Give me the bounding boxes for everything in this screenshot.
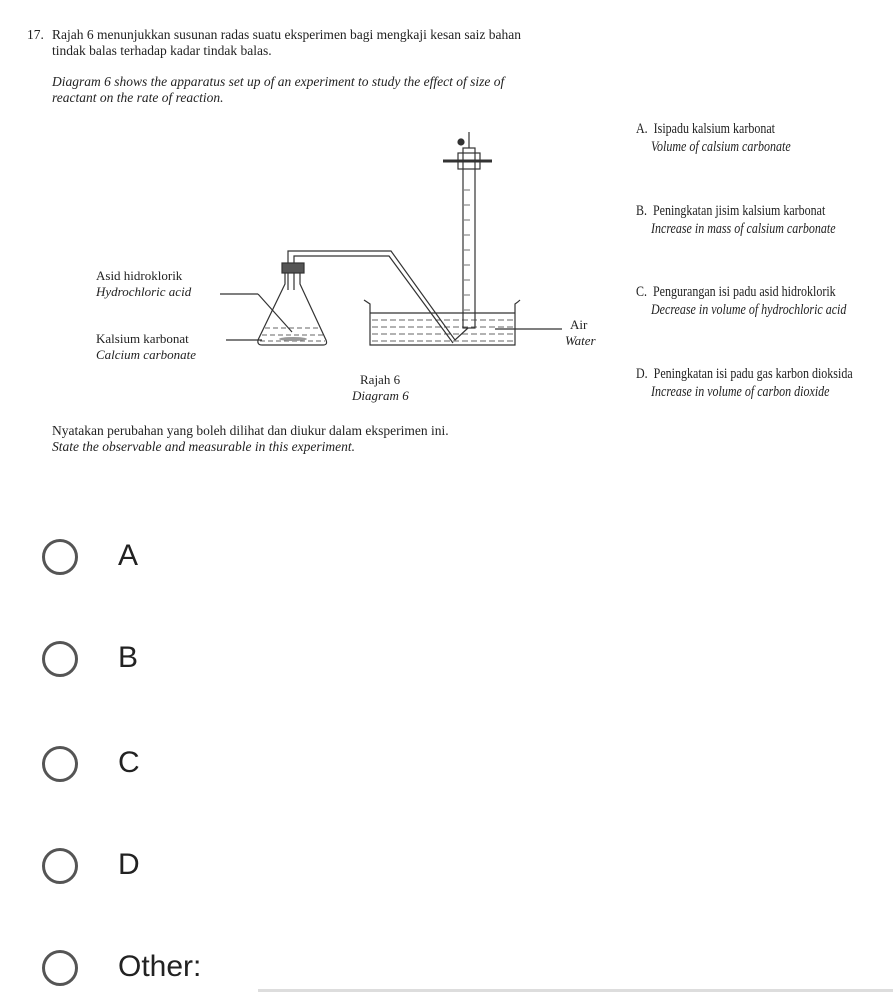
choice-text-english: Increase in volume of carbon dioxide	[651, 384, 830, 400]
question-english-1: Diagram 6 shows the apparatus set up of an experiment to study the effect of size of	[52, 74, 505, 89]
option-d-label[interactable]: D	[118, 848, 140, 881]
choice-c	[636, 283, 846, 319]
choice-letter: D.	[636, 366, 648, 382]
choice-letter: B.	[636, 203, 648, 219]
choice-letter: A.	[636, 121, 648, 137]
acid-label-malay: Asid hidroklorik	[96, 268, 183, 283]
radio-a[interactable]	[42, 539, 78, 575]
choice-text-english: Decrease in volume of hydrochloric acid	[651, 302, 847, 318]
radio-c[interactable]	[42, 746, 78, 782]
water-label-english: Water	[565, 333, 596, 348]
question-number: 17.	[27, 27, 44, 42]
choice-text-malay: Isipadu kalsium karbonat	[653, 121, 775, 137]
prompt-english: State the observable and measurable in this experiment.	[52, 439, 355, 454]
stopper	[282, 263, 304, 273]
carbonate-label-malay: Kalsium karbonat	[96, 331, 189, 346]
choice-a	[636, 120, 791, 156]
water-label-malay: Air	[570, 317, 588, 332]
choice-b	[636, 202, 836, 238]
calcium-carbonate-solid	[279, 337, 307, 341]
option-other-label[interactable]: Other:	[118, 950, 202, 983]
choice-letter: C.	[636, 284, 648, 300]
question-malay-1: Rajah 6 menunjukkan susunan radas suatu eksperimen bagi mengkaji kesan saiz bahan	[52, 27, 521, 42]
choice-text-malay: Pengurangan isi padu asid hidroklorik	[653, 284, 836, 300]
radio-d[interactable]	[42, 848, 78, 884]
question-malay-2: tindak balas terhadap kadar tindak balas.	[52, 43, 272, 58]
choice-text-malay: Peningkatan jisim kalsium karbonat	[653, 203, 826, 219]
question-english-2: reactant on the rate of reaction.	[52, 90, 224, 105]
choice-d	[636, 365, 853, 401]
choice-text-english: Increase in mass of calsium carbonate	[651, 221, 836, 237]
apparatus-diagram	[0, 0, 893, 480]
option-c-label[interactable]: C	[118, 746, 140, 779]
burette-tap	[458, 139, 464, 145]
conical-flask	[258, 268, 327, 345]
choice-text-malay: Peningkatan isi padu gas karbon dioksida	[653, 366, 853, 382]
caption-malay: Rajah 6	[360, 372, 401, 387]
prompt-malay: Nyatakan perubahan yang boleh dilihat dan diukur dalam eksperimen ini.	[52, 423, 449, 438]
option-b-label[interactable]: B	[118, 641, 139, 674]
radio-b[interactable]	[42, 641, 78, 677]
choice-text-english: Volume of calsium carbonate	[651, 139, 791, 155]
caption-english: Diagram 6	[352, 388, 409, 403]
acid-label-english: Hydrochloric acid	[96, 284, 192, 299]
radio-other[interactable]	[42, 950, 78, 986]
option-a-label[interactable]: A	[118, 539, 139, 572]
carbonate-label-english: Calcium carbonate	[96, 347, 197, 362]
burette	[463, 148, 475, 328]
